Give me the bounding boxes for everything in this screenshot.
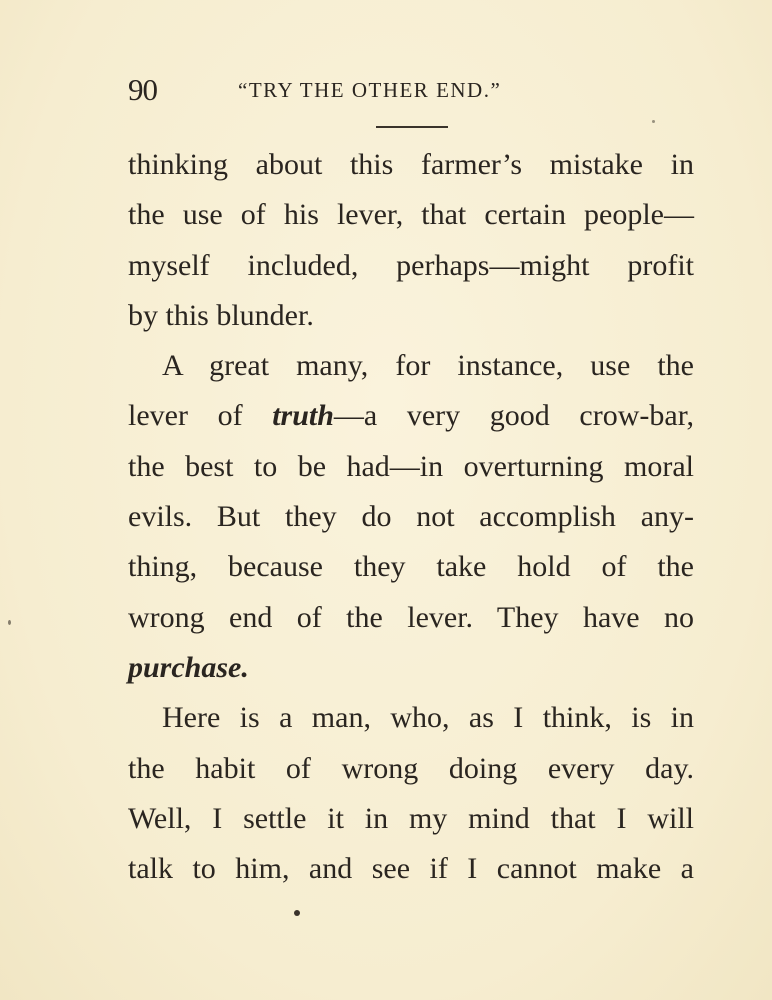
- ink-speck: [8, 620, 11, 625]
- text-line: the best to be had—in overturning moral: [128, 449, 694, 483]
- header-rule: [376, 126, 448, 128]
- page-header: [128, 70, 688, 110]
- text-line: [128, 391, 694, 441]
- text-line: Here is a man, who, as I think, is in: [162, 701, 694, 735]
- body-text: [128, 140, 694, 894]
- emphasis-truth: truth: [272, 399, 334, 433]
- text-line: the habit of wrong doing every day.: [128, 751, 694, 785]
- page-number: 90: [128, 72, 157, 107]
- text-fragment: lever of: [128, 399, 273, 433]
- text-line: wrong end of the lever. They have no: [128, 600, 694, 634]
- text-line: talk to him, and see if I cannot make a: [128, 852, 694, 886]
- running-head: “TRY THE OTHER END.”: [238, 78, 502, 102]
- text-line: thinking about this farmer’s mistake in: [128, 148, 694, 181]
- text-line: thing, because they take hold of the: [128, 550, 694, 584]
- ink-speck: [652, 120, 655, 123]
- text-line: A great many, for instance, use the: [162, 349, 694, 383]
- ink-speck: [294, 910, 300, 916]
- text-line: by this blunder.: [128, 298, 314, 332]
- text-line: [128, 643, 694, 693]
- text-fragment: —a very good crow-bar,: [333, 399, 694, 433]
- text-line: the use of his lever, that certain people—: [128, 198, 694, 232]
- text-line: myself included, perhaps—might profit: [128, 248, 694, 282]
- text-line: Well, I settle it in my mind that I will: [128, 801, 694, 835]
- emphasis-purchase: purchase.: [128, 650, 249, 684]
- text-line: evils. But they do not accomplish any-: [128, 500, 694, 534]
